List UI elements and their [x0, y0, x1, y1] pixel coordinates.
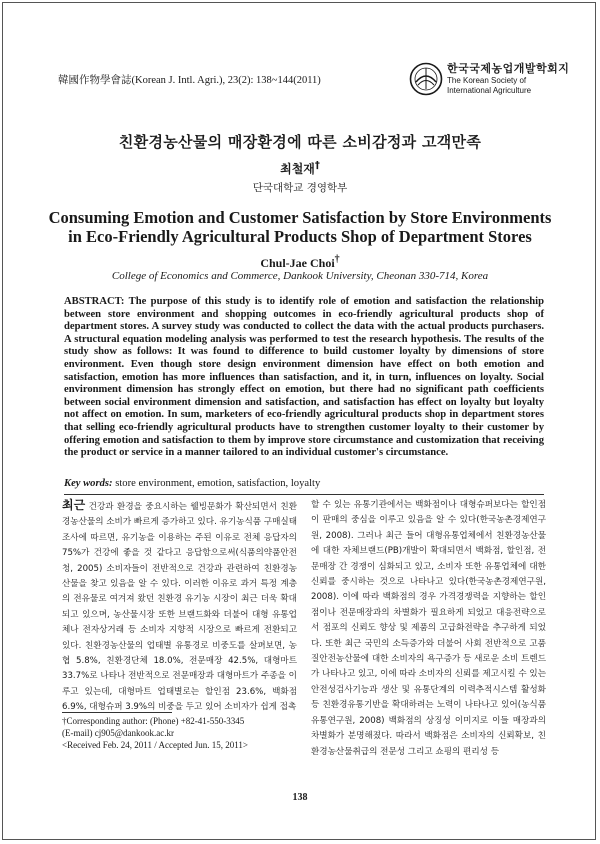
footnote-corresponding: †Corresponding author: (Phone) +82-41-550-3345: [62, 716, 245, 726]
society-name-kr: 한국국제농업개발학회지: [447, 62, 570, 75]
footnote-divider: [62, 712, 172, 713]
journal-citation: 韓國作物學會誌(Korean J. Intl. Agri.), 23(2): 138~144(2011): [58, 75, 321, 86]
keywords-label: Key words:: [64, 478, 113, 489]
abstract-divider: [64, 494, 544, 495]
author-korean-mark: †: [314, 160, 320, 171]
abstract: [64, 296, 544, 460]
keywords: [64, 478, 544, 489]
keywords-text: store environment, emotion, satisfaction, loyalty: [112, 478, 321, 489]
body-left-text: 건강과 환경을 중요시하는 웰빙문화가 확산되면서 친환경농산물의 소비가 빠르게 증가하고 있다. 유기농식품 구매실태 조사에 따르면, 유기농을 이용하는 주된 이유로 전체 응답자의 75%가 건강에 좋을 것 같다고 응답함으로써(식품의약품안전청, 2005) 소비자들이 전반적으로 건강과 관련하여 친환경농산물을 찾고 있음을 알 수 있다. 이러한 이유로 과거 특정 계층의 전유물로 여겨져 왔던 친환경 유기농 시장이 최근 더욱 확대되고 있으며, 농산물시장 또한 브랜드화와 더불어 대형 유통업체나 전자상거래 등 소비자 지향적 시장으로 빠르게 전환되고 있다. 친환경농산물의 업태별 유통경로 비중도를 살펴보면, 농협 5.8%, 친환경단체 18.0%, 전문매장 42.5%, 대형마트 33.7%로 나타나 전반적으로 전문매장과 대형마트가 주종을 이루고 있는데, 대형마트 업태별로는 할인점 23.6%, 백화점 6.9%, 대형슈퍼 3.9%의 비중을 두고 있어 소비자가 쉽게 접촉: [62, 502, 297, 713]
society-name-en: The Korean Society of International Agriculture: [447, 76, 532, 95]
title-korean: 친환경농산물의 매장환경에 따른 소비감정과 고객만족: [118, 133, 482, 151]
body-column-left: [62, 498, 297, 716]
abstract-text: The purpose of this study is to identify role of emotion and satisfaction the relationship between store environment and shopping outcomes in eco-friendly agricultural products shop of department stores. A survey study was conducted to collect the data with the actual products purchasers. A structural equation modeling analysis was performed to test the research hypothesis. The results of the study show as follows: It was found to difference to build customer loyalty by dimensions of store environment. Even though store design environment dimension have effect on both emotion and satisfaction, emotion has more influences than satisfaction, and it, in turn, influences on loyalty. Social environment dimension has strongly effect on emotion, but there had no significant path coefficients between social environment dimension and satisfaction, and satisfaction has effect on loyalty but loyalty not affect on emotion. In sum, marketers of eco-friendly agricultural products shop in department stores that selling eco-friendly agricultural products have to strengthen customer loyalty to their customer by offering emotion and satisfaction to them by improve store circumstance and customization that receiving the product or service in a manner tailored to an individual customer's circumstance.: [64, 296, 544, 459]
society-logo-icon: [409, 62, 443, 96]
page-number: 138: [292, 792, 308, 803]
author-english-mark: †: [334, 254, 340, 265]
society-block: [409, 60, 570, 98]
body-column-right: 할 수 있는 유통기관에서는 백화점이나 대형슈퍼보다는 할인점이 판매의 중심을 이루고 있음을 알 수 있다(한국농촌경제연구원, 2008). 그러나 최근 들어 대형유통업체에서 친환경농산물에 대한 자체브랜드(PB)개발이 확대되면서 백화점, 할인점, 전문매장 간 경쟁이 심화되고 있고, 소비자 또한 유통업체에 대한 신뢰를 중시하는 것으로 나타나고 있다(한국농촌경제연구원, 2008). 이에 따라 백화점의 경우 가격경쟁력을 지향하는 할인점이나 전문매장과의 차별화가 필요하게 되었고 대응전략으로서 점포의 신뢰도 향상 및 제품의 고급화전략을 추구하게 되었다. 또한 최근 국민의 소득증가와 더불어 사회 전반적으로 고품질안전농산물에 대한 소비자의 욕구증가 등 새로운 소비 트렌드가 나타나고 있고, 이에 따라 소비자의 신뢰를 제고시킬 수 있는 안전성검사기능과 생산 및 유통단계의 이력추적시스템 활성화 등 친환경유통기반을 확대하려는 노력이 나타나고 있어(농식품유통연구원, 2008) 백화점의 상징성 이미지로 이들 매장과의 차별화가 분명해졌다. 따라서 백화점은 소비자의 신뢰확보, 친환경농산물취급의 전문성 그리고 쇼핑의 편리성 등: [311, 500, 546, 757]
footnote-dates: <Received Feb. 24, 2011 / Accepted Jun. 15, 2011>: [62, 740, 248, 750]
author-korean-name: 최철재: [280, 162, 315, 176]
abstract-label: ABSTRACT:: [64, 296, 125, 307]
author-korean: [0, 160, 600, 177]
author-english-name: Chul-Jae Choi: [260, 256, 335, 270]
affiliation-korean: 단국대학교 경영학부: [252, 182, 348, 194]
author-english: [0, 254, 600, 271]
footnote-email: (E-mail) cj905@dankook.ac.kr: [62, 728, 174, 738]
affiliation-english: College of Economics and Commerce, Dankook University, Cheonan 330-714, Korea: [111, 270, 489, 282]
footnotes: [62, 715, 302, 751]
body-lead-word: 최근: [62, 498, 86, 512]
title-english: Consuming Emotion and Customer Satisfaction by Store Environments in Eco-Friendly Agricultural Products Shop of Department Stores: [48, 208, 552, 246]
